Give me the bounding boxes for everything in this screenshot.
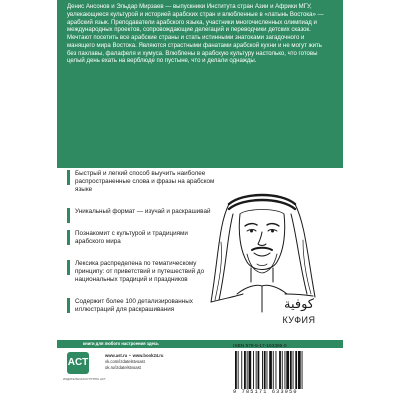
barcode-bar	[290, 351, 292, 389]
barcode-bar	[244, 351, 246, 389]
barcode-bar	[267, 351, 268, 389]
feature-item: Лексика распределена по тематическому принципу: от приветствий и путешествий до национальных традиций и праздников	[67, 260, 217, 284]
barcode-bar	[249, 351, 252, 389]
barcode-bar	[247, 351, 248, 389]
publisher-name: ИЗДАТЕЛЬСКАЯ ГРУППА АСТ	[63, 377, 106, 381]
barcode-bar	[295, 351, 297, 389]
barcode-bar	[264, 351, 266, 389]
barcode-bar	[269, 351, 272, 389]
feature-item: Содержит более 100 детализированных иллюстраций для раскрашивания	[67, 298, 217, 314]
social-link[interactable]: vk.com/izdatelstvoast	[105, 359, 145, 364]
website-link[interactable]: www.ast.ru	[105, 353, 128, 358]
barcode-digits: 9 785171 633950	[233, 389, 298, 395]
barcode-bar	[302, 351, 303, 389]
feature-item: Познакомит с культурой и традициями арабского мира	[67, 230, 217, 246]
barcode-bar	[286, 351, 289, 389]
barcode-bar	[282, 351, 283, 389]
russian-caption: КУФИЯ	[282, 315, 316, 325]
barcode-bar	[256, 351, 257, 389]
feature-item: Быстрый и легкий способ выучить наиболее распространенные слова и фразы на арабском языке	[67, 170, 217, 194]
barcode-bar	[253, 351, 254, 389]
barcode-bar	[273, 351, 274, 389]
publisher-links	[105, 353, 215, 371]
feature-item: Уникальный формат — изучай и раскрашивай	[67, 208, 217, 216]
author-bio: Денис Ансонов и Эльдар Мирзаев — выпускники Института стран Азии и Африки МГУ, увлекающиеся культурой и историей арабских стран и влюбленные в «латынь Востока» — арабский язык. Преподаватели арабского языка, участники многочисленных олимпиад и международных проектов, сопровождающие делегаций и переводчики детских сказок. Мечтают посетить все арабские страны и стать истинными знатоками загадочного и манящего мира Востока. Являются страстными фанатами арабской кухни и не могут жить без пахлавы, фалафеля и хумуса. Влюблены в арабскую культуру настолько, что готовы целый день ехать на верблюде по пустыне, что и делали однажды.	[67, 4, 324, 65]
barcode	[233, 351, 329, 389]
feature-list	[67, 170, 217, 328]
barcode-bar	[298, 351, 301, 389]
author-panel	[57, 0, 343, 168]
book-back-cover	[57, 0, 343, 400]
publisher-logo: ACT	[67, 352, 89, 374]
barcode-bar	[235, 351, 237, 389]
barcode-bar	[293, 351, 294, 389]
publisher-slogan: книги для любого настроения здесь	[83, 341, 159, 346]
social-link[interactable]: ok.ru/izdatelstvoast	[105, 365, 141, 370]
website-link[interactable]: www.book24.ru	[132, 353, 164, 358]
barcode-bar	[258, 351, 260, 389]
barcode-bar	[279, 351, 281, 389]
barcode-bar	[238, 351, 239, 389]
barcode-bar	[285, 351, 286, 389]
isbn-label: ISBN 978-5-17-163395-0	[233, 344, 287, 349]
barcode-bar	[241, 351, 242, 389]
barcode-bar	[262, 351, 263, 389]
website-row: www.ast.ru • www.book24.ru	[105, 353, 164, 358]
arabic-caption: كوفية	[283, 297, 314, 312]
barcode-bar	[276, 351, 277, 389]
